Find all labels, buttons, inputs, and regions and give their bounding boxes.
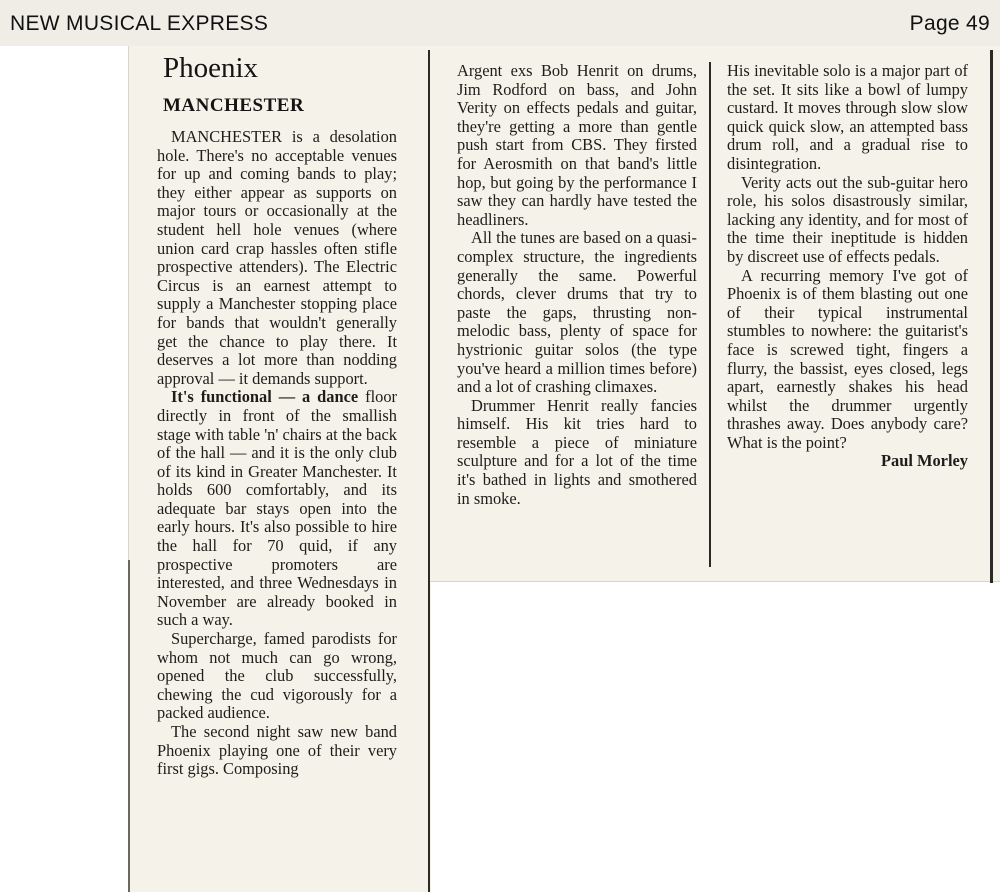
publication-name: NEW MUSICAL EXPRESS [10,12,269,35]
paragraph-text: floor directly in front of the smallish stage with table 'n' chairs at the back of the hall — and it is the only club of its kind in Greater Manchester. It holds 600 comfortably, and its adequate bar stays open into the early hours. It's also possible to hire the hall for 70 quid, if any prospective promoters are interested, and three Wednesdays in November are already booked in such a way. [157,387,397,630]
paragraph: All the tunes are based on a quasi-complex structure, the ingredients generally the same. Powerful chords, clever drums that try to paste the gaps, thrusting non-melodic bass, plenty of space for hystrionic guitar solos (the type you've heard a million times before) and a lot of crashing climaxes. [457,228,697,397]
article-column-1 [157,128,397,779]
article-column-3 [727,62,968,471]
paragraph: The second night saw new band Phoenix playing one of their very first gigs. Composing [157,722,397,779]
paragraph: Supercharge, famed parodists for whom not much can go wrong, opened the club successfully, chewing the cud vigorously for a packed audience. [157,629,397,723]
paragraph-lead: It's functional — a dance [171,387,359,407]
paragraph: MANCHESTER is a desolation hole. There's no acceptable venues for up and coming bands to play; they either appear as supports on major tours or occasionally at the student hell hole venues (where union card crap hassles often stifle prospective attenders). The Electric Circus is an earnest attempt to supply a Manchester stopping place for bands that wouldn't generally get the chance to play there. It deserves a lot more than nodding approval — it demands support. [157,127,397,388]
article-location: MANCHESTER [163,95,305,116]
paragraph: A recurring memory I've got of Phoenix is of them blasting out one of their typical instrumental stumbles to nowhere: the guitarist's face is screwed tight, fingers a flurry, the bassist, eyes closed, legs apart, earnestly shakes his head whilst the drummer urgently thrashes away. Does anybody care? What is the point? [727,265,968,452]
paragraph: His inevitable solo is a major part of the set. It sits like a bowl of lumpy custard. It moves through slow slow quick quick slow, an attempted bass drum roll, and a gradual rise to disintegration. [727,61,968,173]
paragraph: Argent exs Bob Henrit on drums, Jim Rodford on bass, and John Verity on effects pedals and guitar, they're getting a more than gentle push start from CBS. They firsted for Aerosmith on that band's little hop, but going by the performance I saw they can hardly have tested the headliners. [457,61,697,229]
column-rule-1 [428,50,430,892]
paragraph: Drummer Henrit really fancies himself. His kit tries hard to resemble a piece of miniature sculpture and for a lot of the time it's bathed in lights and smothered in smoke. [457,395,697,508]
page-number: Page 49 [909,12,990,35]
column-rule-3 [990,50,993,583]
page-header [0,0,1000,46]
paragraph: Verity acts out the sub-guitar hero role, his solos disastrously similar, lacking any identity, and for most of the time their ineptitude is hidden by discreet use of effects pedals. [727,172,968,266]
article-column-2 [457,62,697,508]
byline: Paul Morley [881,451,968,471]
paragraph [157,388,397,630]
column-rule-2 [709,62,711,567]
article-title: Phoenix [163,52,259,84]
column-rule-left [128,560,130,892]
